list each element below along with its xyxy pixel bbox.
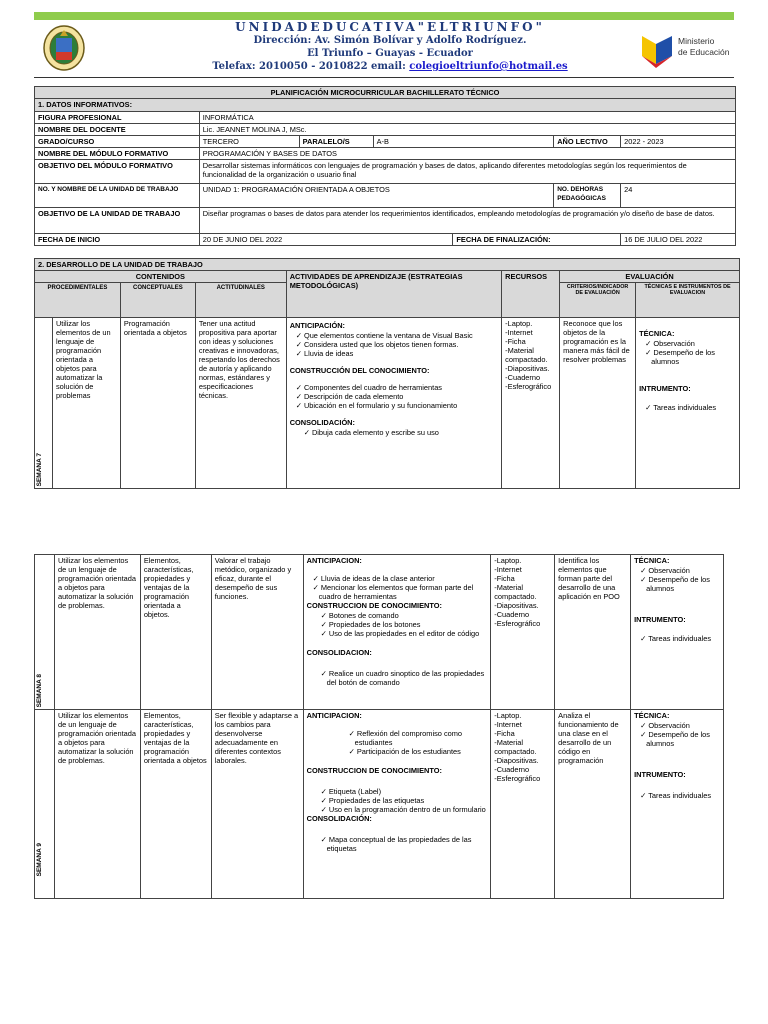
construccion-title: CONSTRUCCION DE CONOCIMIENTO:: [306, 601, 442, 610]
tecnicas-cell: TÉCNICA: ✓ Observación ✓ Desempeño de los alumnos INTRUMENTO: ✓ Tareas individuales: [631, 555, 724, 710]
recursos-cell: -Laptop. -Internet -Ficha -Material compactado. -Diapositivas. -Cuaderno -Esferográfico: [491, 555, 555, 710]
actitudinales-cell: Ser flexible y adaptarse a los cambios para desenvolverse adecuadamente en diferentes contextos laborales.: [211, 710, 303, 899]
inicio-label: FECHA DE INICIO: [35, 234, 200, 246]
inicio-value: 20 DE JUNIO DEL 2022: [199, 234, 453, 246]
obj-modulo-value: Desarrollar sistemas informáticos con lenguajes de programación y bases de datos, aplicando diferentes metodologías según los requerimientos de funcionalidad de la organización o usuario final: [199, 160, 735, 184]
activity-item: ✓ Mencionar los elementos que forman parte del cuadro de herramientas: [307, 583, 488, 601]
grado-value: TERCERO: [199, 136, 299, 148]
actividades-header: ACTIVIDADES DE APRENDIZAJE (ESTRATEGIAS METODOLÓGICAS): [286, 271, 501, 318]
conceptuales-cell: Elementos, características, propiedades y ventajas de la programación orientada a objetos.: [140, 555, 211, 710]
figura-label: FIGURA PROFESIONAL: [35, 112, 200, 124]
actitudinales-cell: Valorar el trabajo metódico, organizado y eficaz, durante el desempeño de sus funciones.: [211, 555, 303, 710]
procedimentales-cell: Utilizar los elementos de un lenguaje de programación orientada a objetos para automatizar la solución de problemas.: [54, 555, 140, 710]
paralelo-value: A-B: [373, 136, 554, 148]
actitudinales-header: ACTITUDINALES: [195, 283, 286, 318]
unidad-value: UNIDAD 1: PROGRAMACIÓN ORIENTADA A OBJETOS: [199, 184, 553, 208]
anio-label: AÑO LECTIVO: [554, 136, 621, 148]
desarrollo-table-continued: [34, 554, 724, 899]
figura-value: INFORMÁTICA: [199, 112, 735, 124]
activity-item: ✓ Que elementos contiene la ventana de Visual Basic: [290, 331, 498, 340]
tecnicas-header: TÉCNICAS E INSTRUMENTOS DE EVALUACION: [636, 283, 740, 318]
activity-item: ✓ Descripción de cada elemento: [290, 392, 498, 401]
obj-unidad-label: OBJETIVO DE LA UNIDAD DE TRABAJO: [35, 208, 200, 234]
conceptuales-cell: Programación orientada a objetos: [120, 318, 195, 489]
actividades-cell: [303, 710, 491, 899]
criterio-cell: Identifica los elementos que forman parte del desarrollo de una aplicación en POO: [555, 555, 631, 710]
activity-item: ✓ Considera usted que los objetos tienen formas.: [290, 340, 498, 349]
week-label: SEMANA 9: [36, 842, 43, 876]
fin-value: 16 DE JULIO DEL 2022: [621, 234, 736, 246]
conceptuales-header: CONCEPTUALES: [120, 283, 195, 318]
docente-label: NOMBRE DEL DOCENTE: [35, 124, 200, 136]
consolidacion-title: CONSOLIDACIÓN:: [306, 814, 372, 823]
tecnicas-cell: TÉCNICA: ✓ Observación ✓ Desempeño de los alumnos INTRUMENTO: ✓ Tareas individuales: [636, 318, 740, 489]
section1-title: 1. DATOS INFORMATIVOS:: [35, 99, 736, 112]
horas-value: 24: [621, 184, 736, 208]
activity-item: ✓ Propiedades de los botones: [307, 620, 488, 629]
anio-value: 2022 - 2023: [621, 136, 736, 148]
activity-item: ✓ Propiedades de las etiquetas: [307, 796, 488, 805]
school-address: Dirección: Av. Simón Bolívar y Adolfo Rodríguez.: [253, 35, 527, 46]
actividades-cell: [286, 318, 501, 489]
actitudinales-cell: Tener una actitud propositiva para aportar con ideas y soluciones creativas e innovadoras, respetando los derechos de autoría y aplicando normas, estándares y especificaciones técnicas.: [195, 318, 286, 489]
recursos-header: RECURSOS: [502, 271, 560, 318]
activity-item: ✓ Etiqueta (Label): [307, 787, 488, 796]
obj-unidad-value: Diseñar programas o bases de datos para atender los requerimientos identificados, empleando metodologías de programación y/o diseño de base de datos.: [199, 208, 735, 234]
paralelo-label: PARALELO/S: [299, 136, 373, 148]
criterio-cell: Analiza el funcionamiento de una clase en el desarrollo de un código en programación: [555, 710, 631, 899]
procedimentales-header: PROCEDIMENTALES: [35, 283, 121, 318]
criterios-header: CRITERIOS/INDICADOR DE EVALUACIÓN: [560, 283, 636, 318]
week-row: [35, 710, 724, 899]
criterio-cell: Reconoce que los objetos de la programación es la manera más fácil de resolver problemas: [560, 318, 636, 489]
ministry-flag-icon: [640, 30, 674, 70]
construccion-title: CONSTRUCCIÓN DEL CONOCIMIENTO:: [289, 366, 430, 375]
anticipacion-title: ANTICIPACION:: [306, 556, 362, 565]
activity-item: ✓ Uso de las propiedades en el editor de código: [307, 629, 488, 638]
ministry-logo: Ministerio de Educación: [640, 30, 732, 70]
activity-item: ✓ Ubicación en el formulario y su funcionamiento: [290, 401, 498, 410]
anticipacion-title: ANTICIPACIÓN:: [289, 321, 345, 330]
procedimentales-cell: Utilizar los elementos de un lenguaje de programación orientada a objetos para automatizar la solución de problemas.: [54, 710, 140, 899]
consolidacion-title: CONSOLIDACION:: [306, 648, 372, 657]
activity-item: ✓ Realice un cuadro sinoptico de las propiedades del botón de comando: [307, 669, 488, 687]
construccion-title: CONSTRUCCION DE CONOCIMIENTO:: [306, 766, 442, 775]
week-label: SEMANA 7: [36, 452, 43, 486]
grado-label: GRADO/CURSO: [35, 136, 200, 148]
activity-item: ✓ Lluvia de ideas: [290, 349, 498, 358]
school-contact: Telefax: 2010050 - 2010822 email: colegioeltriunfo@hotmail.es: [212, 61, 568, 72]
horas-label: NO. DEHORAS PEDAGÓGICAS: [554, 184, 621, 208]
evaluacion-header: EVALUACIÓN: [560, 271, 740, 283]
datos-informativos-table: [34, 86, 736, 246]
activity-item: ✓ Dibuja cada elemento y escribe su uso: [290, 428, 498, 437]
obj-modulo-label: OBJETIVO DEL MÓDULO FORMATIVO: [35, 160, 200, 184]
procedimentales-cell: Utilizar los elementos de un lenguaje de programación orientada a objetos para automatizar la solución de problemas: [52, 318, 120, 489]
week-row: [35, 555, 724, 710]
actividades-cell: [303, 555, 491, 710]
activity-item: ✓ Participación de los estudiantes: [307, 747, 488, 756]
recursos-cell: -Laptop. -Internet -Ficha -Material compactado. -Diapositivas. -Cuaderno -Esferográfico: [502, 318, 560, 489]
school-location: El Triunfo – Guayas - Ecuador: [307, 48, 473, 59]
activity-item: ✓ Uso en la programación dentro de un formulario: [307, 805, 488, 814]
school-email-link[interactable]: colegioeltriunfo@hotmail.es: [409, 61, 568, 72]
school-header: [110, 20, 670, 73]
consolidacion-title: CONSOLIDACIÓN:: [289, 418, 355, 427]
section2-title: 2. DESARROLLO DE LA UNIDAD DE TRABAJO: [35, 259, 740, 271]
fin-label: FECHA DE FINALIZACIÓN:: [453, 234, 621, 246]
week-row: [35, 318, 740, 489]
activity-item: ✓ Mapa conceptual de las propiedades de las etiquetas: [307, 835, 488, 853]
planning-title: PLANIFICACIÓN MICROCURRICULAR BACHILLERATO TÉCNICO: [35, 87, 736, 99]
docente-value: Lic. JEANNET MOLINA J, MSc.: [199, 124, 735, 136]
modulo-label: NOMBRE DEL MÓDULO FORMATIVO: [35, 148, 200, 160]
modulo-value: PROGRAMACIÓN Y BASES DE DATOS: [199, 148, 735, 160]
week-label: SEMANA 8: [36, 673, 43, 707]
anticipacion-title: ANTICIPACION:: [306, 711, 362, 720]
recursos-cell: -Laptop. -Internet -Ficha -Material compactado. -Diapositivas. -Cuaderno -Esferográfico: [491, 710, 555, 899]
tecnicas-cell: TÉCNICA: ✓ Observación ✓ Desempeño de los alumnos INTRUMENTO: ✓ Tareas individuales: [631, 710, 724, 899]
unidad-label: NO. Y NOMBRE DE LA UNIDAD DE TRABAJO: [35, 184, 200, 208]
school-seal-icon: [42, 24, 86, 72]
header-green-bar: [34, 12, 734, 20]
school-name: UNIDADEDUCATIVA"ELTRIUNFO": [235, 20, 545, 34]
conceptuales-cell: Elementos, características, propiedades y ventajas de la programación orientada a objetos: [140, 710, 211, 899]
activity-item: ✓ Reflexión del compromiso como estudiantes: [307, 729, 488, 747]
desarrollo-table: [34, 258, 740, 489]
activity-item: ✓ Lluvia de ideas de la clase anterior: [307, 574, 488, 583]
activity-item: ✓ Componentes del cuadro de herramientas: [290, 383, 498, 392]
activity-item: ✓ Botones de comando: [307, 611, 488, 620]
contenidos-header: CONTENIDOS: [35, 271, 287, 283]
